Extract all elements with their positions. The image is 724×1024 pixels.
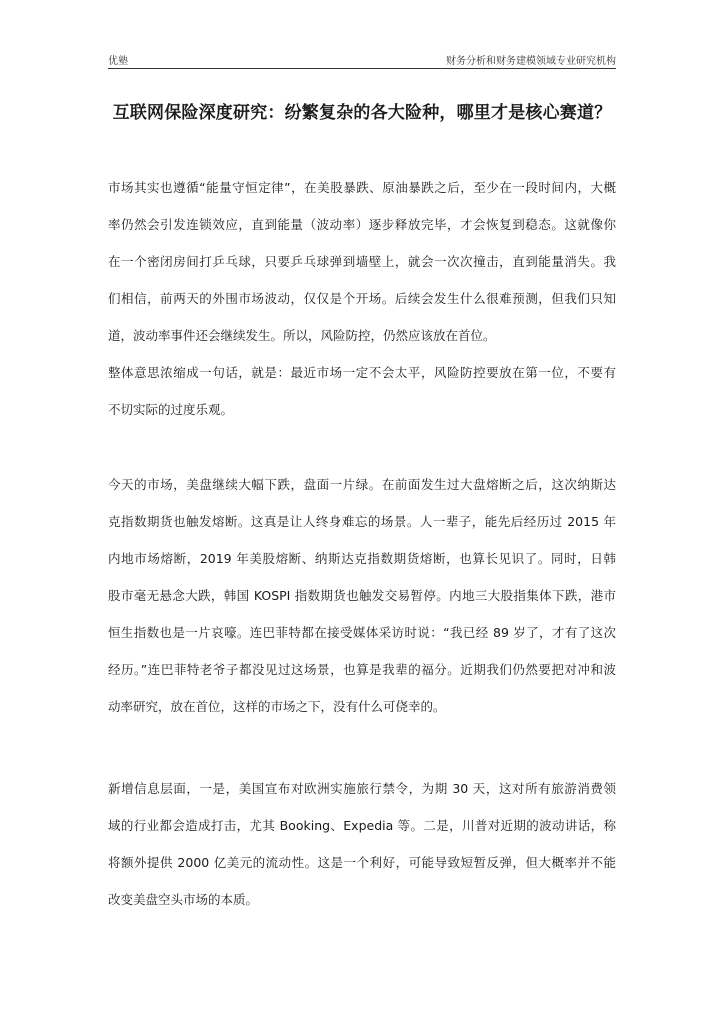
header-brand: 优塾 [108,56,128,67]
paragraph-line: 域的行业都会造成打击，尤其 Booking、Expedia 等。二是，川普对近期的波动讲话，称 [108,818,616,833]
paragraph-line: 经历。”连巴菲特老爷子都没见过这场景，也算是我辈的福分。近期我们仍然要把对冲和波 [108,662,616,677]
paragraph-line: 整体意思浓缩成一句话，就是：最近市场一定不会太平，风险防控要放在第一位，不要有 [108,365,616,380]
paragraph-line: 克指数期货也触发熔断。这真是让人终身难忘的场景。人一辈子，能先后经历过 2015 年 [108,514,616,529]
paragraph-line: 今天的市场，美盘继续大幅下跌，盘面一片绿。在前面发生过大盘熔断之后，这次纳斯达 [108,477,616,492]
page-header [108,52,616,69]
paragraph-line: 市场其实也遵循“能量守恒定律”，在美股暴跌、原油暴跌之后，至少在一段时间内，大概 [108,180,616,195]
paragraph-line: 不切实际的过度乐观。 [108,402,234,417]
paragraph-line: 率仍然会引发连锁效应，直到能量（波动率）逐步释放完毕，才会恢复到稳态。这就像你 [108,217,616,232]
header-tagline: 财务分析和财务建模领域专业研究机构 [446,56,616,67]
paragraph-line: 内地市场熔断，2019 年美股熔断、纳斯达克指数期货熔断，也算长见识了。同时，日韩 [108,551,616,566]
document-title: 互联网保险深度研究：纷繁复杂的各大险种，哪里才是核心赛道？ [112,103,612,123]
paragraph-line: 恒生指数也是一片哀嚎。连巴菲特都在接受媒体采访时说：“我已经 89 岁了，才有了这次 [108,625,616,640]
paragraph-line: 道，波动率事件还会继续发生。所以，风险防控，仍然应该放在首位。 [108,328,496,343]
paragraph-line: 在一个密闭房间打乒乓球，只要乒乓球弹到墙壁上，就会一次次撞击，直到能量消失。我 [108,254,616,269]
paragraph-line: 动率研究，放在首位，这样的市场之下，没有什么可侥幸的。 [108,699,446,714]
paragraph-4 [108,770,616,918]
paragraph-line: 将额外提供 2000 亿美元的流动性。这是一个利好，可能导致短暂反弹，但大概率并不能 [108,855,616,870]
paragraph-line: 股市毫无悬念大跌，韩国 KOSPI 指数期货也触发交易暂停。内地三大股指集体下跌，港市 [108,588,616,603]
paragraph-line: 新增信息层面，一是，美国宣布对欧洲实施旅行禁令，为期 30 天，这对所有旅游消费领 [108,781,616,796]
paragraph-3 [108,466,616,725]
paragraph-2 [108,354,616,428]
paragraph-1 [108,169,616,354]
paragraph-line: 们相信，前两天的外围市场波动，仅仅是个开场。后续会发生什么很难预测，但我们只知 [108,291,616,306]
paragraph-line: 改变美盘空头市场的本质。 [108,892,259,907]
